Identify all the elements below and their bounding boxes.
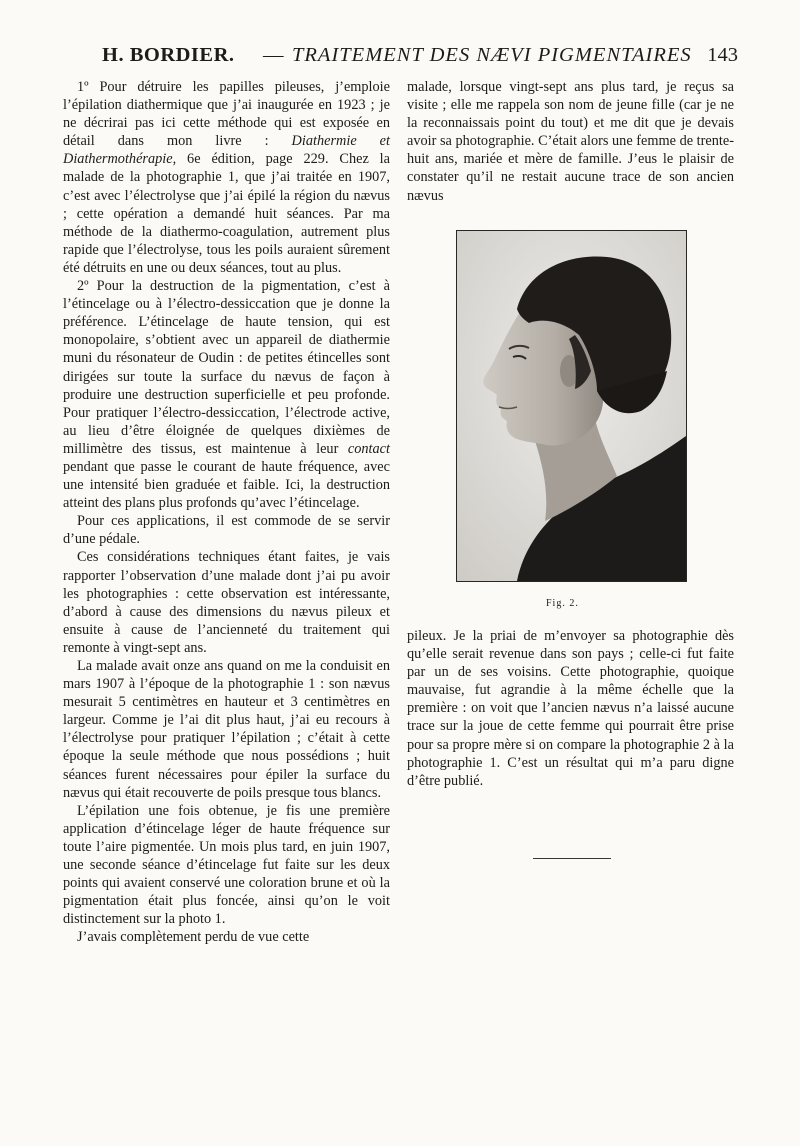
paragraph-conclusion: pileux. Je la priai de m’envoyer sa photographie dès qu’elle serait revenue dans son pays ; celle-ci fut faite par un de ses voisins. Cette photographie, quoique mauvaise, fut agrandie à la même échelle que la première : on voit que l’ancien nævus n’a laissé aucune trace sur la joue de cette femme qui pourrait être prise pour sa propre mère si on compare la photographie 2 à la photographie 1. C’est un résultat qui m’a paru digne d’être publié. (407, 628, 734, 789)
paragraph-pigmentation: 2º Pour la destruction de la pigmentation, c’est à l’étincelage ou à l’électro-dessiccation que je donne la préférence. L’étincelage de haute tension, qui est monopolaire, s’obtient avec un appareil de diathermie muni du résonateur de Oudin : de petites étincelles sont dirigées sur toute la surface du nævus de façon à produire une destruction superficielle et peu profonde. Pour pratiquer l’électro-dessiccation, l’électrode active, au lieu d’être éloignée de quelques dixièmes de millimètre des tissus, est maintenue à leur contact pendant que passe le courant de haute fréquence, avec une intensité bien graduée et faible. Ici, la destruction atteint des plans plus profonds qu’avec l’étincelage. (63, 278, 390, 512)
figure-photograph (456, 230, 687, 582)
page-number: 143 (707, 44, 738, 66)
paragraph-treatment: L’épilation une fois obtenue, je fis une première application d’étincelage léger de haute fréquence sur toute l’aire pigmentée. Un mois plus tard, en juin 1907, une seconde séance d’étincelage fut faite sur les deux points qui avaient conservé une coloration brune et où la pigmentation était plus foncée, ainsi qu’on le voit distinctement sur la photo 1. (63, 802, 390, 928)
paragraph-epilation: 1º Pour détruire les papilles pileuses, j’emploie l’épilation diathermique que j’ai inaugurée en 1923 ; je ne décrirai pas ici cette méthode qui est exposée en détail dans mon livre : Diathermie et Diathermothérapie, 6e édition, page 229. Chez la malade de la photographie 1, que j’ai traitée en 1907, c’est avec l’électrolyse que j’ai épilé la région du nævus ; cette opération a demandé huit séances. Par ma méthode de la diathermo-coagulation, autrement plus rapide que l’électrolyse, tous les poils auraient sûrement été détruits en une ou deux séances, tout au plus. (63, 79, 390, 276)
paragraph-pedal: Pour ces applications, il est commode de se servir d’une pédale. (63, 513, 390, 548)
left-column (63, 78, 390, 947)
header-separator: — (263, 44, 284, 66)
running-header (60, 44, 740, 74)
emphasis-contact: contact (347, 440, 390, 457)
header-title: TRAITEMENT DES NÆVI PIGMENTAIRES (292, 44, 692, 66)
right-column-top (407, 78, 734, 205)
section-end-rule (533, 858, 611, 859)
header-author: H. BORDIER. (102, 44, 235, 66)
figure-caption: Fig. 2. (546, 598, 579, 609)
paragraph-lost-sight: J’avais complètement perdu de vue cette (77, 929, 310, 946)
book-title: Diathermie et Diathermothérapie (63, 133, 390, 168)
paragraph-case-history: La malade avait onze ans quand on me la conduisit en mars 1907 à l’époque de la photographie 1 : son nævus mesurait 5 centimètres en hauteur et 3 centimètres en largeur. Comme je l’ai dit plus haut, j’ai eu recours à l’électrolyse pour pratiquer l’épilation ; c’était à cette époque la seule méthode que nous possédions ; huit séances furent nécessaires pour épiler la surface du nævus qui était recouverte de poils presque tous blancs. (63, 658, 390, 801)
paragraph-observation: Ces considérations techniques étant faites, je vais rapporter l’observation d’une malade dont j’ai pu avoir les photographies : cette observation est intéressante, d’abord à cause des dimensions du nævus pileux et ensuite à cause de l’ancienneté du traitement qui remonte à vingt-sept ans. (63, 549, 390, 656)
portrait-photo (457, 231, 686, 581)
right-column-bottom (407, 627, 734, 790)
paragraph-visit: malade, lorsque vingt-sept ans plus tard, je reçus sa visite ; elle me rappela son nom de jeune fille (car je ne la reconnaissais point du tout) et me dit que je devais avoir sa photographie. C’était alors une femme de trente-huit ans, mariée et mère de famille. J’eus le plaisir de constater qu’il ne restait aucune trace de son ancien nævus (407, 79, 734, 204)
